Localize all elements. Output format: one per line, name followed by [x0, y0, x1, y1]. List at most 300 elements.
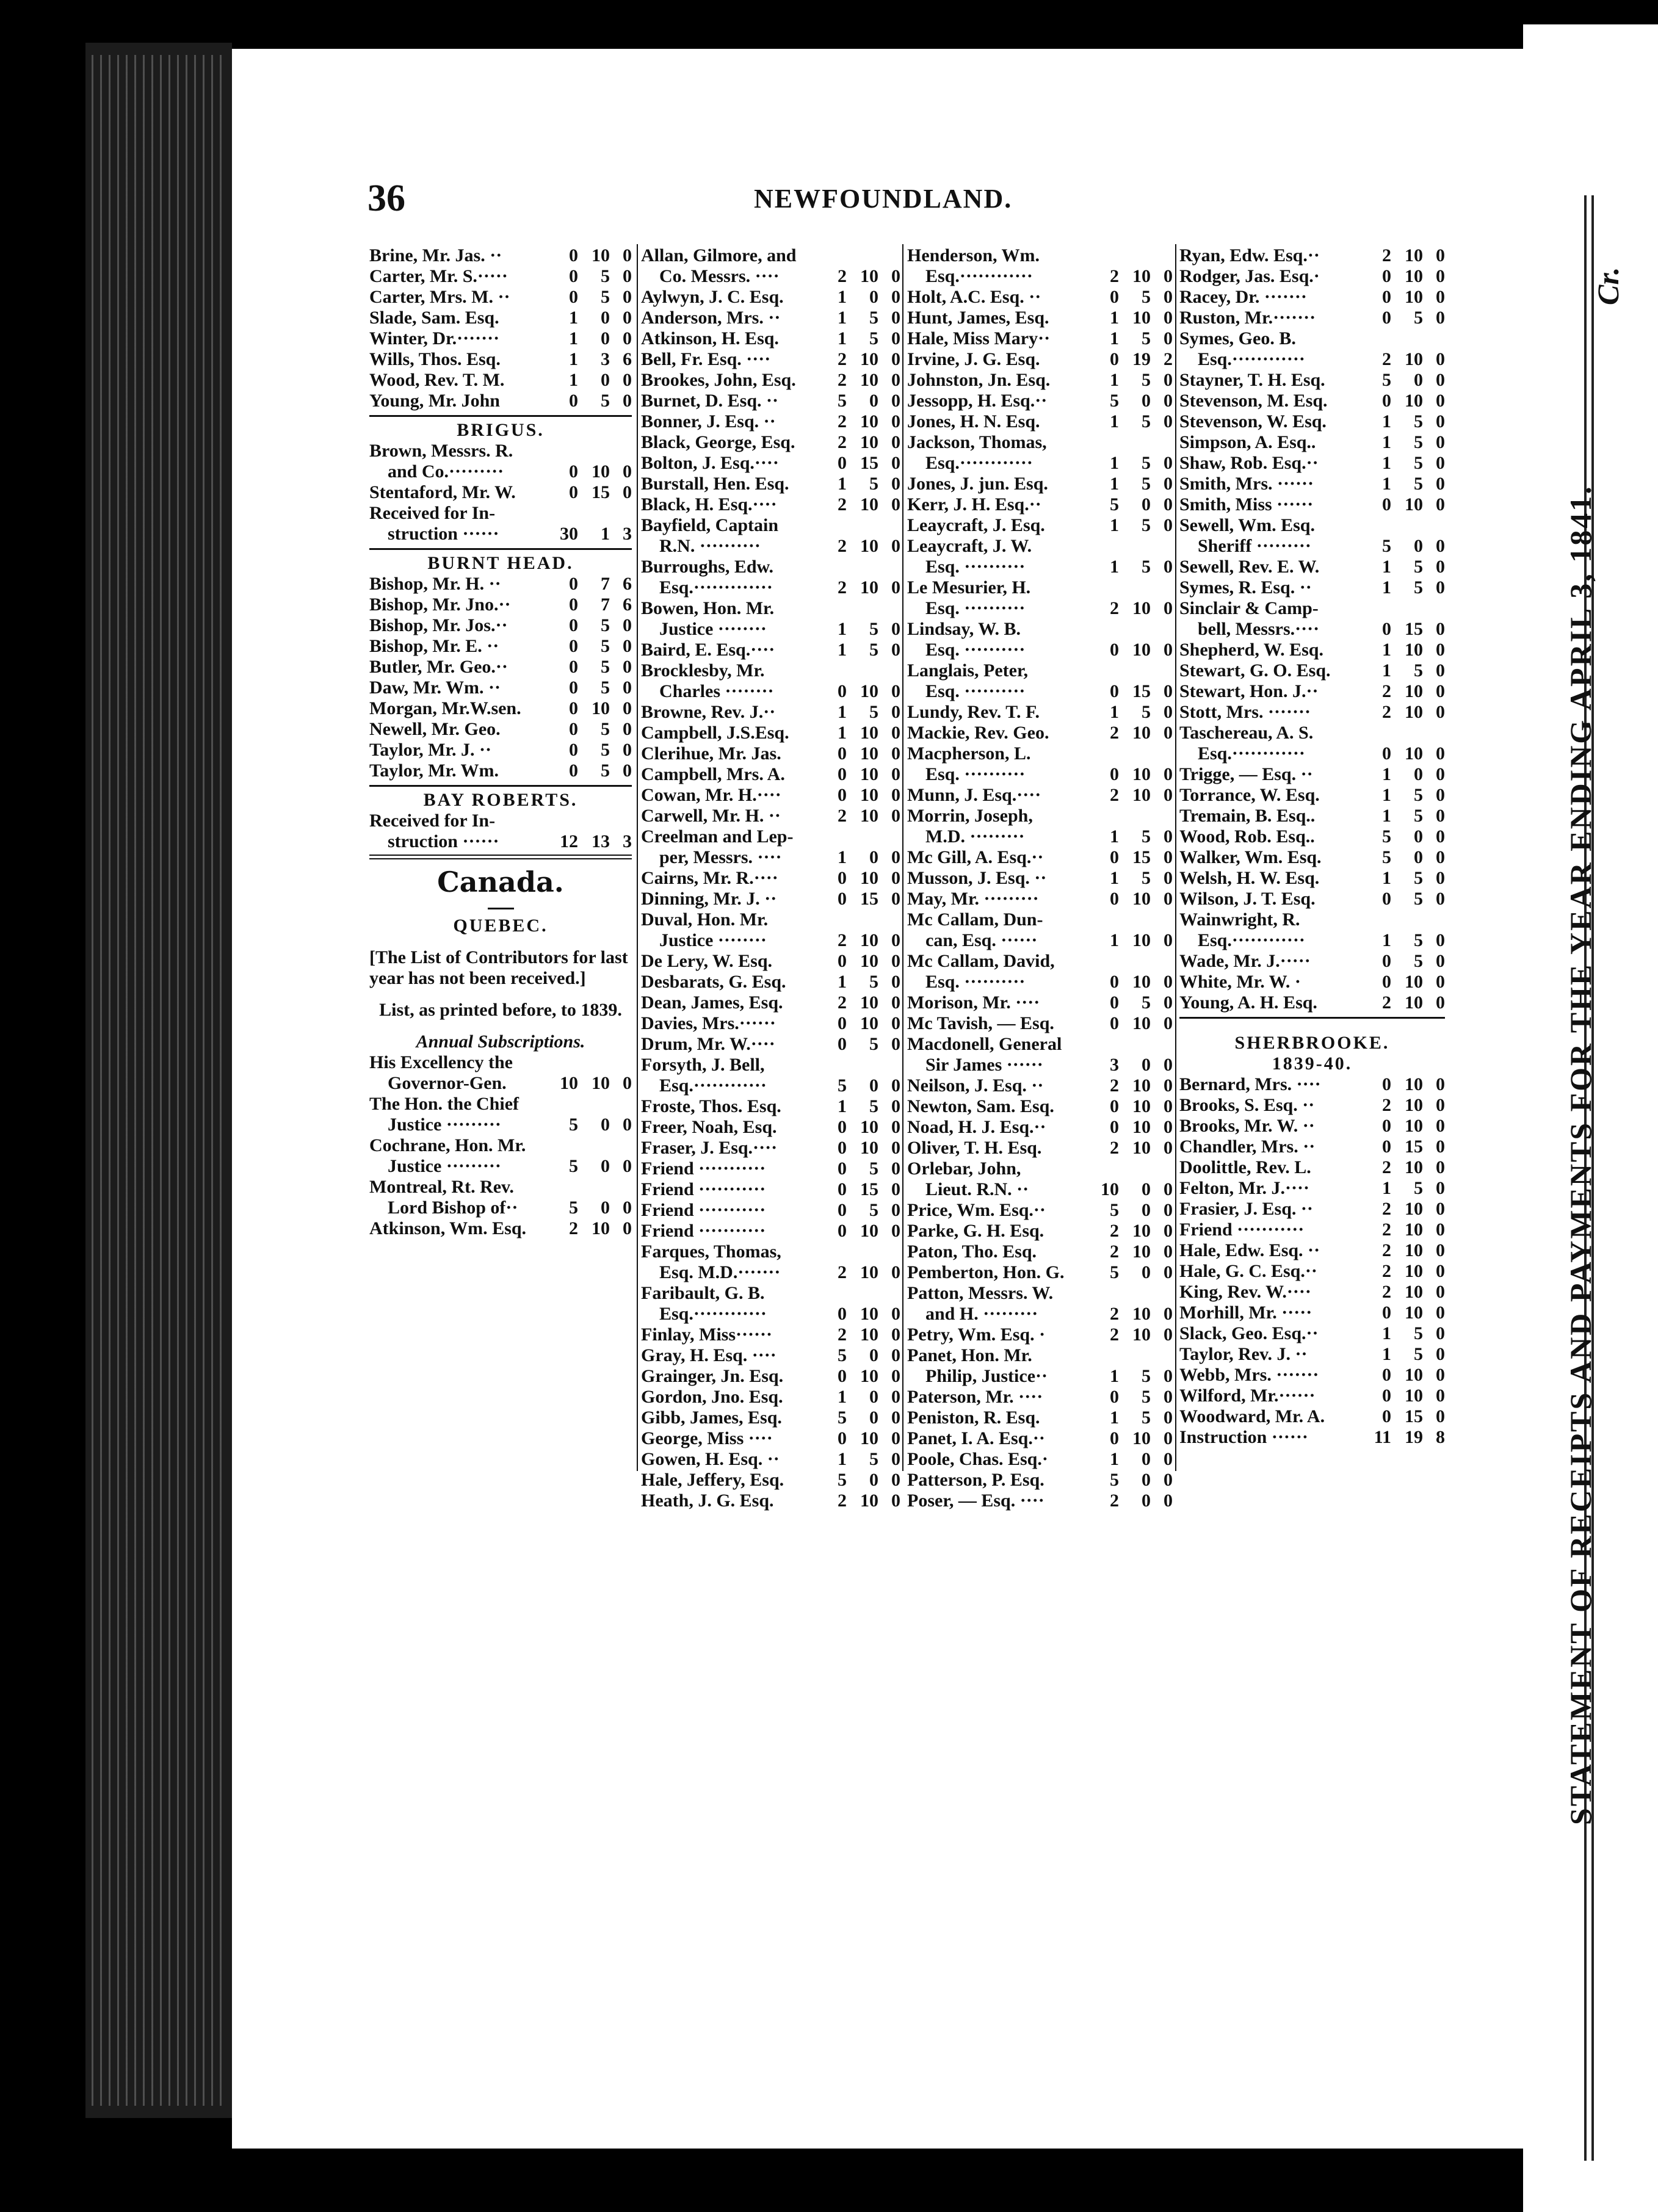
pounds-value: 5 [1382, 370, 1391, 390]
subscriber-name: Faribault, G. B. [641, 1283, 765, 1303]
pence-value: 0 [1436, 536, 1445, 556]
subscriber-row [641, 557, 900, 577]
pounds-value: 0 [569, 698, 578, 718]
pounds-value: 2 [838, 349, 847, 369]
subscriber-name: Bernard, Mrs. ···· [1179, 1074, 1321, 1094]
subscriber-name: Rodger, Jas. Esq.· [1179, 266, 1320, 286]
pounds-value: 5 [1382, 847, 1391, 867]
shillings-value: 10 [1132, 308, 1151, 328]
subscriber-name: Montreal, Rt. Rev. [369, 1177, 514, 1197]
pence-value: 0 [1164, 391, 1173, 411]
subscriber-row [369, 391, 632, 411]
pounds-value: 1 [1110, 930, 1119, 950]
pounds-value: 0 [838, 764, 847, 784]
pence-value: 0 [1436, 1137, 1445, 1157]
subscriber-row [369, 740, 632, 761]
pence-value: 0 [891, 577, 900, 598]
pounds-value: 1 [1110, 411, 1119, 432]
shillings-value: 5 [1142, 453, 1151, 473]
subscriber-name: Woodward, Mr. A. [1179, 1406, 1325, 1426]
subscriber-row [1179, 536, 1445, 557]
shillings-value: 0 [869, 847, 878, 867]
pounds-value: 1 [1382, 660, 1391, 681]
subscriber-row [1179, 328, 1445, 349]
double-divider [369, 852, 632, 863]
pounds-value: 2 [838, 536, 847, 556]
subscriber-row [907, 598, 1173, 619]
subscriber-name: struction ······ [388, 524, 499, 544]
subscriber-row [369, 503, 632, 524]
shillings-value: 5 [869, 1034, 878, 1054]
subscriber-row [641, 308, 900, 328]
subscriber-name: Duval, Hon. Mr. [641, 909, 769, 930]
subscriber-row [641, 1013, 900, 1034]
subscriber-row [1179, 287, 1445, 308]
subscriber-row [907, 1075, 1173, 1096]
pounds-value: 0 [838, 1179, 847, 1199]
subscriber-row [641, 640, 900, 660]
subscriber-row [907, 1491, 1173, 1511]
shillings-value: 5 [1142, 474, 1151, 494]
subscriber-row [907, 1283, 1173, 1304]
subscriber-row [907, 1200, 1173, 1221]
pounds-value: 2 [838, 1325, 847, 1345]
pounds-value: 1 [1110, 453, 1119, 473]
pence-value: 0 [891, 992, 900, 1013]
section-heading: QUEBEC. [453, 916, 548, 936]
subscriber-name: Burroughs, Edw. [641, 557, 774, 577]
subscriber-name: and H. ········· [925, 1304, 1038, 1324]
subscriber-name: Grainger, Jn. Esq. [641, 1366, 784, 1386]
subscriber-name: Tremain, B. Esq.. [1179, 806, 1316, 826]
pence-value: 0 [1164, 370, 1173, 390]
pence-value: 0 [891, 723, 900, 743]
pence-value: 0 [891, 1034, 900, 1054]
pounds-value: 2 [1382, 1199, 1391, 1219]
subscriber-row [641, 1387, 900, 1408]
pence-value: 0 [1164, 723, 1173, 743]
subscriber-row [907, 557, 1173, 577]
subscriber-name: Sewell, Wm. Esq. [1179, 515, 1315, 535]
pence-value: 0 [1164, 287, 1173, 307]
subscriber-name: Price, Wm. Esq.·· [907, 1200, 1046, 1220]
shillings-value: 10 [1132, 1242, 1151, 1262]
subscriber-name: M.D. ········· [925, 826, 1025, 847]
subscriber-row [641, 660, 900, 681]
subscriber-name: Clerihue, Mr. Jas. [641, 743, 781, 764]
note-text: List, as printed before, to 1839. [379, 1000, 622, 1020]
subscriber-name: Slack, Geo. Esq.·· [1179, 1323, 1319, 1343]
pence-value: 0 [1436, 1199, 1445, 1219]
subscriber-row [1179, 453, 1445, 474]
shillings-value: 5 [1414, 308, 1423, 328]
shillings-value: 0 [601, 308, 610, 328]
pence-value: 0 [1436, 474, 1445, 494]
pence-value: 0 [1436, 640, 1445, 660]
pounds-value: 0 [1382, 889, 1391, 909]
pence-value: 0 [1436, 308, 1445, 328]
pence-value: 0 [1164, 1304, 1173, 1324]
pounds-value: 2 [569, 1218, 578, 1238]
pounds-value: 1 [838, 308, 847, 328]
shillings-value: 0 [1414, 826, 1423, 847]
subscriber-row [641, 515, 900, 536]
subscriber-name: Stevenson, W. Esq. [1179, 411, 1327, 432]
subscriber-row [641, 972, 900, 992]
subscriber-name: Charles ········ [659, 681, 774, 701]
pence-value: 0 [1436, 494, 1445, 515]
pounds-value: 1 [838, 1387, 847, 1407]
pounds-value: 0 [569, 719, 578, 739]
subscriber-name: Philip, Justice·· [925, 1366, 1048, 1386]
shillings-value: 5 [1414, 557, 1423, 577]
pence-value: 0 [1164, 1242, 1173, 1262]
page-title: NEWFOUNDLAND. [754, 184, 1013, 214]
pence-value: 0 [1436, 1386, 1445, 1406]
shillings-value: 5 [601, 719, 610, 739]
subscriber-name: Brookes, John, Esq. [641, 370, 796, 390]
subscriber-name: Wilford, Mr.······ [1179, 1386, 1316, 1406]
column-rule [637, 244, 638, 1471]
subscriber-name: His Excellency the [369, 1052, 513, 1072]
shillings-value: 5 [1414, 432, 1423, 452]
subscriber-row [641, 370, 900, 391]
column-2 [641, 245, 900, 1511]
pounds-value: 1 [838, 1449, 847, 1469]
subscriber-name: Leaycraft, J. W. [907, 536, 1032, 556]
pounds-value: 0 [1382, 1116, 1391, 1136]
shillings-value: 10 [860, 411, 878, 432]
subscriber-row [907, 847, 1173, 868]
subscriber-name: Ryan, Edw. Esq.·· [1179, 245, 1320, 266]
subscriber-row [907, 1117, 1173, 1138]
subscriber-name: Le Mesurier, H. [907, 577, 1031, 598]
shillings-value: 10 [1405, 1220, 1423, 1240]
shillings-value: 10 [1132, 723, 1151, 743]
subscriber-name: Esq.············ [925, 266, 1033, 286]
subscriber-name: Justice ········· [388, 1115, 501, 1135]
pounds-value: 1 [838, 328, 847, 349]
pounds-value: 1 [1110, 702, 1119, 722]
facing-page-cr-label: Cr. [1591, 267, 1625, 305]
section-divider [369, 544, 632, 553]
pounds-value: 2 [1110, 1138, 1119, 1158]
pence-value: 0 [1436, 1095, 1445, 1115]
shillings-value: 0 [1142, 494, 1151, 515]
subscriber-row [369, 1052, 632, 1073]
shillings-value: 1 [601, 524, 610, 544]
pounds-value: 5 [838, 1408, 847, 1428]
subscriber-name: Governor-Gen. [388, 1073, 507, 1093]
shillings-value: 0 [1414, 847, 1423, 867]
subscriber-row [907, 1408, 1173, 1428]
pence-value: 0 [1164, 494, 1173, 515]
subscriber-name: Morhill, Mr. ····· [1179, 1303, 1312, 1323]
subscriber-name: Esq. ·········· [925, 764, 1026, 784]
pence-value: 0 [1164, 1366, 1173, 1386]
shillings-value: 10 [1405, 349, 1423, 369]
subscriber-name: Esq.············ [925, 453, 1033, 473]
pence-value: 0 [1436, 1406, 1445, 1426]
shillings-value: 10 [1132, 266, 1151, 286]
pence-value: 0 [891, 287, 900, 307]
shillings-value: 0 [869, 391, 878, 411]
subscriber-name: Davies, Mrs.······ [641, 1013, 776, 1033]
subscriber-name: Dinning, Mr. J. ·· [641, 889, 777, 909]
subscriber-name: Lieut. R.N. ·· [925, 1179, 1029, 1199]
subscriber-name: Campbell, Mrs. A. [641, 764, 785, 784]
subscriber-row [641, 1242, 900, 1262]
subscriber-name: Hale, G. C. Esq.·· [1179, 1261, 1317, 1281]
shillings-value: 5 [869, 972, 878, 992]
subscriber-row [641, 909, 900, 930]
subscriber-name: Symes, Geo. B. [1179, 328, 1296, 349]
shillings-value: 0 [1142, 1055, 1151, 1075]
subscriber-name: Brooks, Mr. W. ·· [1179, 1116, 1315, 1136]
subscriber-row [1179, 1116, 1445, 1137]
subscriber-row [1179, 245, 1445, 266]
pence-value: 0 [1164, 1408, 1173, 1428]
subscriber-row [1179, 681, 1445, 702]
subscriber-name: Bolton, J. Esq.···· [641, 453, 779, 473]
pounds-value: 1 [569, 349, 578, 369]
pounds-value: 0 [1382, 619, 1391, 639]
shillings-value: 13 [592, 831, 610, 851]
subscriber-name: Esq.············ [1198, 743, 1305, 764]
pounds-value: 5 [1110, 1262, 1119, 1282]
subscriber-name: Jackson, Thomas, [907, 432, 1047, 452]
pence-value: 0 [1436, 785, 1445, 805]
pounds-value: 2 [1382, 702, 1391, 722]
subscriber-name: Gowen, H. Esq. ·· [641, 1449, 780, 1469]
pence-value: 0 [891, 1470, 900, 1490]
subscriber-row [907, 245, 1173, 266]
pence-value: 0 [623, 391, 632, 411]
pounds-value: 0 [1382, 1406, 1391, 1426]
pounds-value: 2 [1382, 1220, 1391, 1240]
pounds-value: 0 [1110, 1096, 1119, 1116]
pence-value: 0 [891, 453, 900, 473]
pence-value: 0 [891, 889, 900, 909]
pounds-value: 2 [1110, 1221, 1119, 1241]
shillings-value: 10 [860, 1491, 878, 1511]
pounds-value: 5 [1110, 494, 1119, 515]
subscriber-row [907, 308, 1173, 328]
subscriber-name: Bishop, Mr. H. ·· [369, 574, 501, 594]
subscriber-row [907, 889, 1173, 909]
subscriber-name: Justice ········ [659, 930, 767, 950]
pounds-value: 5 [569, 1115, 578, 1135]
subscriber-name: Esq.············ [1198, 349, 1305, 369]
subscriber-row [907, 1158, 1173, 1179]
pence-value: 0 [891, 868, 900, 888]
pounds-value: 2 [838, 1262, 847, 1282]
shillings-value: 10 [1405, 266, 1423, 286]
pence-value: 0 [1436, 245, 1445, 266]
pence-value: 0 [1436, 619, 1445, 639]
shillings-value: 10 [1405, 1240, 1423, 1260]
pounds-value: 5 [1110, 1200, 1119, 1220]
pence-value: 0 [1164, 598, 1173, 618]
subscriber-name: Jones, H. N. Esq. [907, 411, 1040, 432]
shillings-value: 5 [1414, 868, 1423, 888]
subscriber-row [641, 868, 900, 889]
subscriber-row [907, 494, 1173, 515]
pounds-value: 1 [1382, 577, 1391, 598]
pounds-value: 2 [838, 370, 847, 390]
subscriber-name: Young, Mr. John [369, 391, 500, 411]
shillings-value: 5 [1414, 453, 1423, 473]
pounds-value: 1 [1382, 640, 1391, 660]
pence-value: 0 [623, 740, 632, 760]
subscriber-row [641, 785, 900, 806]
section-divider [369, 411, 632, 420]
subscriber-name: Paton, Tho. Esq. [907, 1242, 1037, 1262]
shillings-value: 5 [601, 287, 610, 307]
shillings-value: 10 [860, 432, 878, 452]
shillings-value: 5 [869, 640, 878, 660]
subscriber-name: Stewart, G. O. Esq. [1179, 660, 1331, 681]
pence-value: 0 [1164, 1117, 1173, 1137]
pence-value: 0 [1164, 972, 1173, 992]
pounds-value: 2 [1110, 1304, 1119, 1324]
section-heading: BRIGUS. [457, 420, 545, 440]
pence-value: 0 [891, 1428, 900, 1448]
pounds-value: 1 [838, 847, 847, 867]
subscriber-name: Creelman and Lep- [641, 826, 794, 847]
shillings-value: 15 [1405, 1406, 1423, 1426]
pence-value: 0 [623, 1198, 632, 1218]
pounds-value: 0 [569, 657, 578, 677]
pence-value: 2 [1164, 349, 1173, 369]
subscriber-name: Mc Callam, David, [907, 951, 1055, 971]
shillings-value: 10 [860, 1117, 878, 1137]
pounds-value: 0 [569, 761, 578, 781]
short-dash [369, 901, 632, 916]
subscriber-name: Winter, Dr.······· [369, 328, 500, 349]
shillings-value: 10 [860, 868, 878, 888]
shillings-value: 10 [860, 1262, 878, 1282]
subscriber-row [907, 951, 1173, 972]
subscriber-row [641, 723, 900, 743]
pounds-value: 0 [569, 391, 578, 411]
pounds-value: 2 [1110, 723, 1119, 743]
subscriber-name: King, Rev. W.···· [1179, 1282, 1311, 1302]
pence-value: 0 [1436, 1261, 1445, 1281]
shillings-value: 0 [869, 1387, 878, 1407]
subscriber-row [1179, 1240, 1445, 1261]
shillings-value: 5 [869, 702, 878, 722]
pence-value: 0 [891, 1408, 900, 1428]
pence-value: 0 [623, 461, 632, 482]
pounds-value: 1 [1110, 308, 1119, 328]
subscriber-name: Gordon, Jno. Esq. [641, 1387, 783, 1407]
subscriber-row [1179, 598, 1445, 619]
shillings-value: 10 [860, 1304, 878, 1324]
shillings-value: 0 [869, 1345, 878, 1365]
subscriber-row [907, 806, 1173, 826]
subscriber-row [1179, 1095, 1445, 1116]
pounds-value: 0 [1382, 1303, 1391, 1323]
subscriber-name: Walker, Wm. Esq. [1179, 847, 1322, 867]
subscriber-name: Black, H. Esq.···· [641, 494, 777, 515]
subscriber-name: Patton, Messrs. W. [907, 1283, 1054, 1303]
subscriber-row [907, 1179, 1173, 1200]
shillings-value: 10 [860, 743, 878, 764]
subscriber-name: Gray, H. Esq. ···· [641, 1345, 777, 1365]
subscriber-name: Sewell, Rev. E. W. [1179, 557, 1320, 577]
pounds-value: 1 [1382, 868, 1391, 888]
pence-value: 0 [1436, 1074, 1445, 1094]
subscriber-row [641, 1158, 900, 1179]
subscriber-row [907, 1428, 1173, 1449]
pence-value: 0 [1164, 474, 1173, 494]
subscriber-name: Esq.············ [1198, 930, 1305, 950]
pounds-value: 0 [1382, 1386, 1391, 1406]
region-heading: Canada. [437, 866, 564, 898]
subscriber-name: Lord Bishop of·· [388, 1198, 518, 1218]
section-divider [1179, 1013, 1445, 1022]
subscriber-name: Wainwright, R. [1179, 909, 1300, 930]
subscriber-name: Doolittle, Rev. L. [1179, 1157, 1311, 1177]
subscriber-name: Morrin, Joseph, [907, 806, 1033, 826]
subscriber-row [641, 681, 900, 702]
subscriber-row [1179, 723, 1445, 743]
pence-value: 0 [1436, 992, 1445, 1013]
shillings-value: 15 [592, 482, 610, 502]
subscriber-name: Slade, Sam. Esq. [369, 308, 499, 328]
subscriber-row [1179, 1137, 1445, 1157]
pounds-value: 0 [569, 740, 578, 760]
subscriber-row [1179, 868, 1445, 889]
subscriber-name: George, Miss ···· [641, 1428, 773, 1448]
subscriber-row [1179, 972, 1445, 992]
subscriber-row [907, 577, 1173, 598]
pounds-value: 0 [1382, 951, 1391, 971]
subscriber-row [907, 930, 1173, 951]
subscriber-name: Henderson, Wm. [907, 245, 1040, 266]
pence-value: 0 [623, 328, 632, 349]
pence-value: 0 [1164, 826, 1173, 847]
shillings-value: 5 [869, 1200, 878, 1220]
pounds-value: 10 [560, 1073, 578, 1093]
subscriber-row [1179, 640, 1445, 660]
page-number: 36 [367, 178, 405, 219]
subscriber-name: Sir James ······ [925, 1055, 1043, 1075]
subscriber-row [641, 702, 900, 723]
shillings-value: 0 [869, 1408, 878, 1428]
pence-value: 0 [1436, 806, 1445, 826]
subscriber-row [641, 847, 900, 868]
subscriber-row [369, 328, 632, 349]
subscriber-row [907, 1325, 1173, 1345]
pounds-value: 2 [838, 806, 847, 826]
pence-value: 0 [1436, 889, 1445, 909]
subscriber-name: Munn, J. Esq.···· [907, 785, 1041, 805]
pence-value: 0 [891, 1345, 900, 1365]
pence-value: 0 [891, 308, 900, 328]
shillings-value: 5 [1414, 806, 1423, 826]
shillings-value: 10 [1132, 930, 1151, 950]
pence-value: 0 [1436, 266, 1445, 286]
shillings-value: 10 [1132, 972, 1151, 992]
pence-value: 0 [891, 951, 900, 971]
pounds-value: 1 [1382, 930, 1391, 950]
pounds-value: 3 [1110, 1055, 1119, 1075]
page-edges [92, 55, 226, 2106]
subscriber-name: Symes, R. Esq. ·· [1179, 577, 1312, 598]
subscriber-row [1179, 577, 1445, 598]
